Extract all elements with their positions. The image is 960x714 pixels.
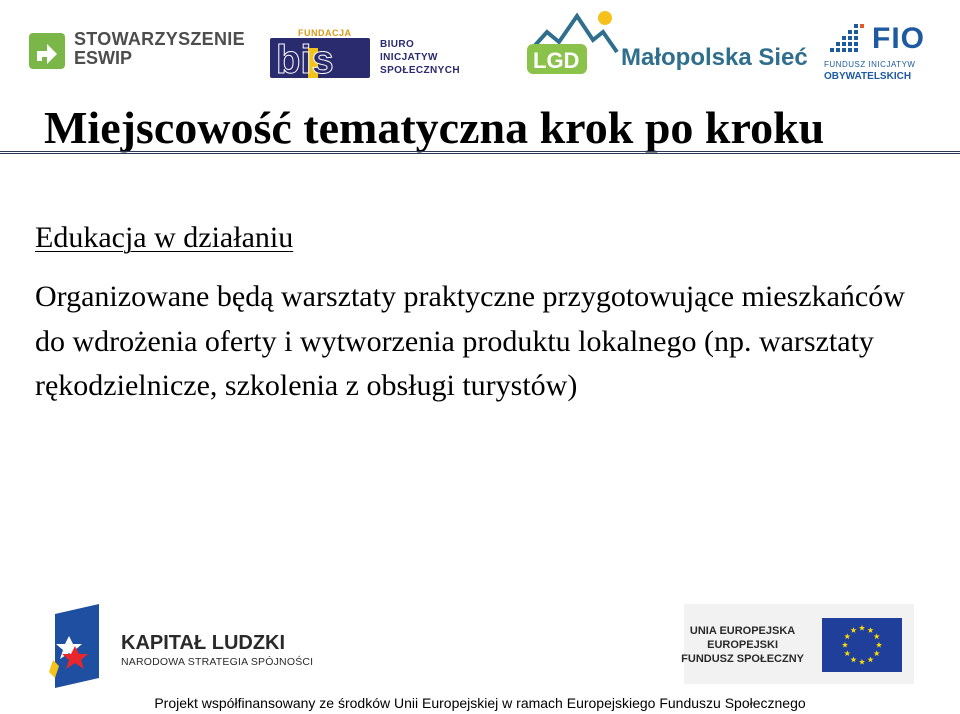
title-divider: [0, 151, 960, 154]
fio-logo: [822, 22, 947, 84]
eswip-line1: STOWARZYSZENIE: [74, 29, 245, 49]
bis-fundacja: FUNDACJA: [298, 28, 352, 38]
bis-mark: [270, 32, 375, 78]
kapital-ludzki-subtitle: NARODOWA STRATEGIA SPÓJNOŚCI: [121, 656, 314, 668]
fio-dots-icon: [824, 24, 864, 58]
subheading: Edukacja w działaniu: [35, 221, 294, 254]
svg-text:bis: bis: [276, 38, 334, 78]
ue-logo: [681, 604, 914, 684]
footer-text: Projekt współfinansowany ze środków Unii Europejskiej w ramach Europejskiego Funduszu Społecznego: [154, 695, 806, 711]
eswip-line2: ESWIP: [74, 48, 133, 68]
eswip-arrow-icon: [28, 32, 66, 70]
lgd-logo: [525, 6, 808, 78]
lgd-name: Małopolska Sieć: [621, 44, 808, 71]
bis-line2: INICJATYW: [380, 52, 438, 63]
bis-line3: SPOŁECZNYCH: [380, 65, 460, 76]
ue-line2: EUROPEJSKI: [707, 639, 779, 651]
lgd-mark: LGD: [533, 48, 580, 73]
kapital-ludzki-star-icon: [45, 604, 115, 688]
body-paragraph: Organizowane będą warsztaty praktyczne przygotowujące mieszkańców do wdrożenia oferty i wytworzenia produktu lokalnego (np. warsztaty rękodzielnicze, szkolenia z obsługi turystów): [35, 280, 905, 402]
eu-flag-icon: [822, 618, 902, 672]
ue-line3: FUNDUSZ SPOŁECZNY: [681, 653, 804, 665]
eswip-logo: [28, 30, 248, 74]
kapital-ludzki-title: KAPITAŁ LUDZKI: [121, 632, 286, 654]
slide-title: Miejscowość tematyczna krok po kroku: [44, 102, 825, 153]
kapital-ludzki-logo: [45, 604, 315, 688]
lgd-mountain-icon: [525, 6, 621, 78]
fio-mark: FIO: [872, 22, 925, 55]
fio-sub2: OBYWATELSKICH: [824, 71, 912, 82]
fio-sub1: FUNDUSZ INICJATYW: [824, 60, 916, 69]
bis-line1: BIURO: [380, 39, 415, 50]
bis-logo: [270, 28, 490, 80]
ue-line1: UNIA EUROPEJSKA: [689, 625, 796, 637]
